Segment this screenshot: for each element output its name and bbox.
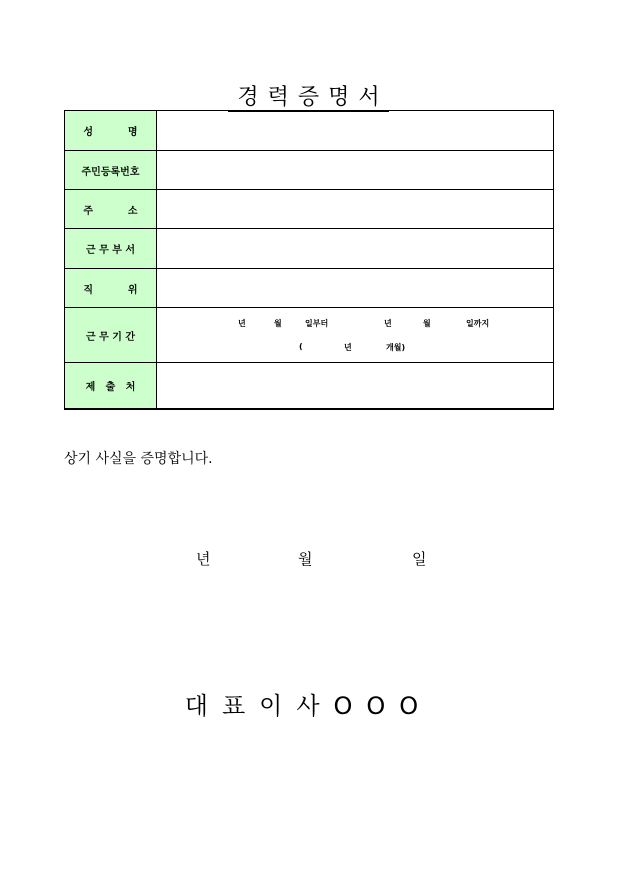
row-submit-to xyxy=(65,363,554,409)
row-position xyxy=(65,269,554,308)
certificate-table xyxy=(64,110,554,410)
label-department: 근 무 부 서 xyxy=(65,229,157,269)
value-submit-to[interactable] xyxy=(157,363,554,409)
label-submit-to: 제 출 처 xyxy=(65,363,157,409)
row-resident-number xyxy=(65,151,554,190)
row-period xyxy=(65,308,554,363)
value-position[interactable] xyxy=(157,269,554,308)
date-month: 월 xyxy=(298,550,313,568)
signer-line: 대표이사OOO xyxy=(184,692,433,720)
label-address: 주 소 xyxy=(65,190,157,229)
value-name[interactable] xyxy=(157,111,554,151)
value-address[interactable] xyxy=(157,190,554,229)
date-year: 년 xyxy=(196,550,211,568)
row-department xyxy=(65,229,554,269)
label-resident-number: 주민등록번호 xyxy=(65,151,157,190)
label-period: 근 무 기 간 xyxy=(65,308,157,363)
certification-statement: 상기 사실을 증명합니다. xyxy=(64,451,213,467)
row-name xyxy=(65,111,554,151)
value-department[interactable] xyxy=(157,229,554,269)
row-address xyxy=(65,190,554,229)
value-period[interactable]: 년 월 일부터 년 월 일까지 ( 년 개월) xyxy=(157,308,554,363)
value-resident-number[interactable] xyxy=(157,151,554,190)
label-name: 성 명 xyxy=(65,111,157,151)
document-title: 경력증명서 xyxy=(0,80,617,111)
label-position: 직 위 xyxy=(65,269,157,308)
date-day: 일 xyxy=(412,550,427,568)
